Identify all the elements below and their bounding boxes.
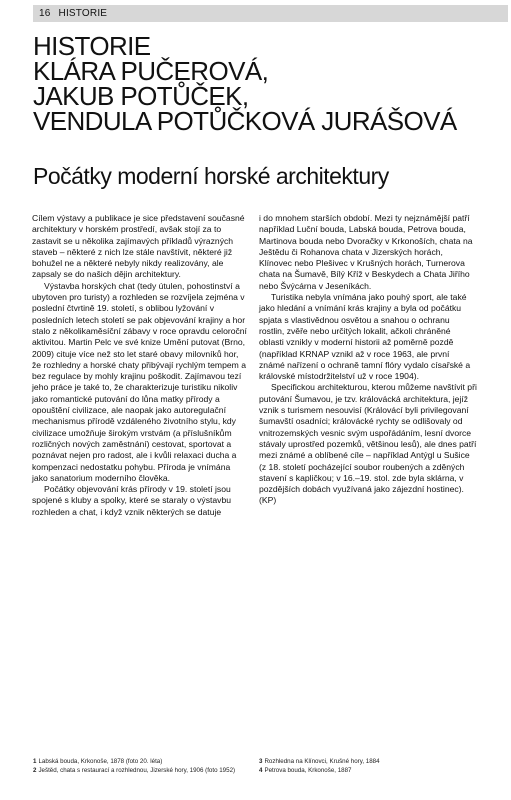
paragraph: Turistika nebyla vnímána jako pouhý sport, ale také jako hledání a vnímání krás krajiny a byla od počátku spjata s vlastivědnou osvětou a snahou o ochranu rostlin, zvěře nebo určitých lokalit, ačkoli chráněné oblasti vznikly v moderní historii až poměrně pozdě (například KRNAP vznikl až v roce 1963, ale první známé nařízení o ochraně tamní flóry vydalo císařské a královské místodržitelství už v roce 1904). [259,292,471,382]
caption [259,758,479,767]
text-column-right [259,213,477,507]
paragraph: Počátky objevování krás přírody v 19. století jsou spojené s kluby a spolky, které se staraly o výstavbu rozhleden a chat, i když vznik některých se datuje [32,484,232,517]
caption-number: 2 [33,766,37,774]
article-heading [33,31,503,136]
author-name: JAKUB POTŮČEK, [33,81,249,111]
caption [259,767,479,776]
paragraph: i do mnohem starších období. Mezi ty nejznámější patří například Luční bouda, Labská bouda, Petrova bouda, Martinova bouda nebo Dvoračky v Krkonoších, chata na Ještědu či Rohanova chata v Jizerských horách, Klínovec nebo Plešivec v Krušných horách, Turnerova chata na Šumavě, Bílý Kříž v Beskydech a Chata Jiřího nebo Švýcárna v Jeseníkách. [259,213,473,291]
author-name: VENDULA POTŮČKOVÁ JURÁŠOVÁ [33,106,457,136]
article-title: Počátky moderní horské architektury [33,163,389,189]
captions-right [259,758,479,775]
caption-text: Labská bouda, Krkonoše, 1878 (foto 20. léta) [38,758,163,765]
heading-line: HISTORIE [33,31,151,61]
paragraph: Specifickou architekturou, kterou můžeme navštívit při putování Šumavou, je tzv. královácká architektura, jejíž vznik s turismem nesouvisí (Královácí byli privilegovaní šumavští osadníci; královácké rychty se odlišovaly od vnitrozemských vesnic svým uspořádáním, lesní dvorce stávaly uprostřed pozemků, většinou lesů), ale dnes patří mezi známé a oblíbené cíle – například Antýgl u Sušice (z 18. století pocházející soubor roubených a zděných stavení s kapličkou; v 16.–19. stol. zde byla sklárna, v pozdějších dobách využívaná jako zájezdní hostinec). (KP) [259,382,477,506]
running-header [33,5,508,22]
caption-text: Ještěd, chata s restaurací a rozhlednou, Jizerské hory, 1906 (foto 1952) [38,766,236,774]
author-name: KLÁRA PUČEROVÁ, [33,56,269,86]
caption-text: Rozhledna na Klínovci, Krušné hory, 1884 [264,758,380,765]
page-number: 16 [39,8,51,19]
caption-number: 4 [259,766,263,774]
caption-number: 3 [259,758,263,765]
section-name: HISTORIE [58,8,108,19]
text-column-left [32,213,247,518]
caption-text: Petrova bouda, Krkonoše, 1887 [264,766,352,774]
caption-number: 1 [33,758,37,765]
caption [33,758,253,767]
captions-left [33,758,253,775]
caption [33,767,253,776]
paragraph: Cílem výstavy a publikace je sice představení současné architektury v horském prostředí, avšak stojí za to zastavit se u několika zajímavých příkladů výrazných staveb – některé z nich lze stále navštívit, některé již bohužel ne a některé nebyly nikdy realizovány, ale zapsaly se do našich dějin architektury. [32,213,245,280]
paragraph: Výstavba horských chat (tedy útulen, pohostinství a ubytoven pro turisty) a rozhleden se rozvíjela zejména v poslední čtvrtině 19. století, s oblibou lyžování v posledních letech století se pak objevování krajiny a hor stalo z několikaměsíční zábavy v roce opravdu celoroční aktivitou. Martin Pelc ve své knize Umění putovat (Brno, 2009) cituje více než sto let staré obavy milovníků hor, že rozhledny a horské chaty přibývají rychlým tempem a bez regulace by mohly krajinu poškodit. Zajímavou tezí jeho práce je také to, že charakterizuje turistiku nikoliv jako romantické putování do lůna matky přírody a opouštění civilizace, ale naopak jako autoregulační mechanismus přírodě vzdáleného životního stylu, kdy civilizace umožňuje širokým vrstvám (a příslušníkům rozličných nových zaměstnání) cestovat, sportovat a poznávat nejen pro radost, ale i kvůli relaxaci ducha a kompenzaci nedostatku pohybu. Příroda je vnímána jako sanatorium moderního člověka. [32,280,247,483]
